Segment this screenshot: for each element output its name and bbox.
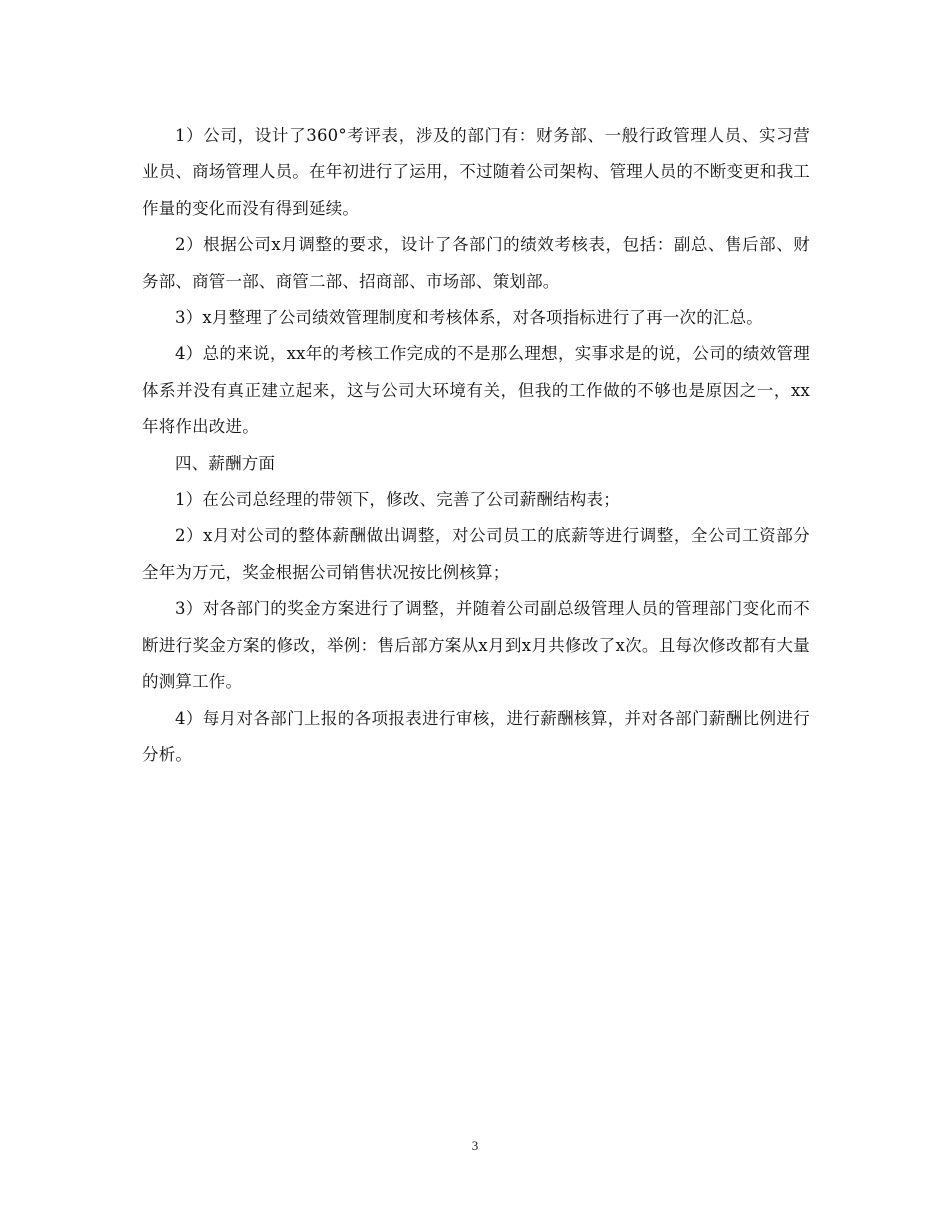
paragraph-appraisal-360: 1）公司，设计了360°考评表，涉及的部门有：财务部、一般行政管理人员、实习营业员、商场管理人员。在年初进行了运用，不过随着公司架构、管理人员的不断变更和我工作量的变化而没有得到延续。 bbox=[142, 126, 810, 218]
document-body bbox=[142, 118, 810, 773]
paragraph-salary-adjustment: 2）x月对公司的整体薪酬做出调整，对公司员工的底薪等进行调整，全公司工资部分全年为万元，奖金根据公司销售状况按比例核算； bbox=[142, 526, 810, 582]
paragraph-bonus-scheme: 3）对各部门的奖金方案进行了调整，并随着公司副总级管理人员的管理部门变化而不断进行奖金方案的修改，举例：售后部方案从x月到x月共修改了x次。且每次修改都有大量的测算工作。 bbox=[142, 599, 810, 692]
paragraph-system-summary: 3）x月整理了公司绩效管理制度和考核体系，对各项指标进行了再一次的汇总。 bbox=[175, 308, 764, 328]
paragraph-performance-forms: 2）根据公司x月调整的要求，设计了各部门的绩效考核表，包括：副总、售后部、财务部、商管一部、商管二部、招商部、市场部、策划部。 bbox=[142, 235, 810, 291]
page-number: 3 bbox=[471, 1138, 479, 1153]
section-heading-compensation: 四、薪酬方面 bbox=[175, 453, 276, 473]
paragraph-monthly-review: 4）每月对各部门上报的各项报表进行审核，进行薪酬核算，并对各部门薪酬比例进行分析。 bbox=[142, 708, 810, 764]
paragraph-overall-review: 4）总的来说，xx年的考核工作完成的不是那么理想，实事求是的说，公司的绩效管理体系并没有真正建立起来，这与公司大环境有关，但我的工作做的不够也是原因之一，xx年将作出改进。 bbox=[142, 344, 810, 437]
paragraph-salary-structure: 1）在公司总经理的带领下，修改、完善了公司薪酬结构表； bbox=[175, 490, 620, 510]
